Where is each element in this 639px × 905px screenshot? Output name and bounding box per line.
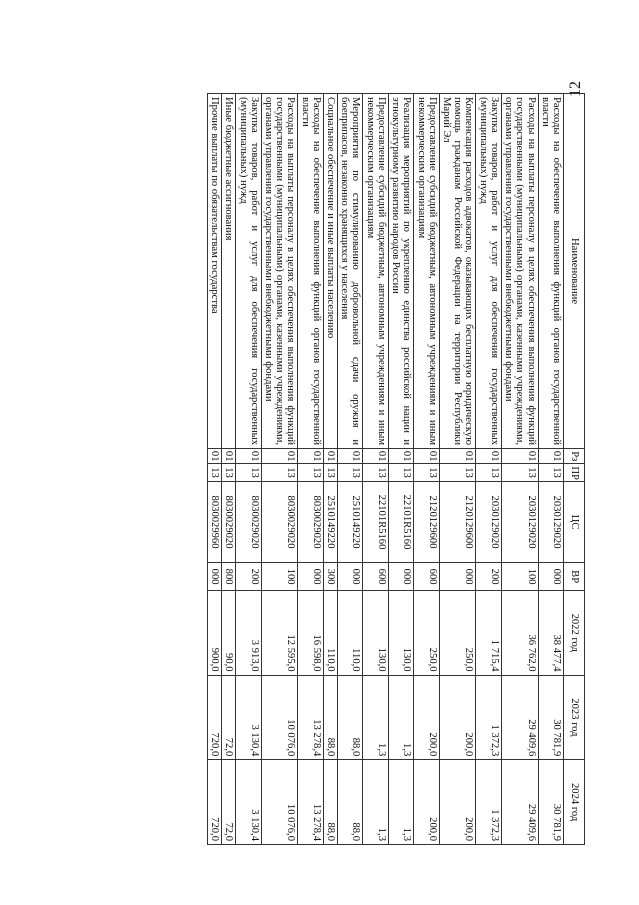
cell-y2022: 130,0 xyxy=(363,590,388,675)
cell-rz: 01 xyxy=(388,449,413,464)
cell-cs: 2510149220 xyxy=(323,481,337,563)
table-row xyxy=(439,94,476,845)
cell-y2023: 720,0 xyxy=(207,675,221,760)
cell-y2024: 29 409,6 xyxy=(501,760,538,845)
table-row xyxy=(414,94,439,845)
cell-name: Мероприятия по стимулированию добровольной сдачи оружия и боеприпасов, незаконно хранящихся у населения xyxy=(338,94,363,449)
header-name: Наименование xyxy=(564,94,585,449)
cell-y2022: 36 762,0 xyxy=(501,590,538,675)
header-2022: 2022 год xyxy=(564,590,585,675)
cell-rz: 01 xyxy=(298,449,323,464)
cell-pr: 13 xyxy=(388,464,413,481)
cell-y2024: 13 278,4 xyxy=(298,760,323,845)
cell-name: Закупка товаров, работ и услуг для обеспечения государственных (муниципальных) нужд xyxy=(236,94,261,449)
cell-y2023: 1,3 xyxy=(388,675,413,760)
cell-y2023: 88,0 xyxy=(323,675,337,760)
cell-name: Расходы на обеспечение выполнения функций органов государственной власти xyxy=(538,94,563,449)
cell-name: Расходы на обеспечение выполнения функций органов государственной власти xyxy=(298,94,323,449)
cell-cs: 8030029020 xyxy=(236,481,261,563)
cell-cs: 8030029020 xyxy=(222,481,236,563)
cell-y2023: 1 372,3 xyxy=(476,675,501,760)
cell-y2022: 3 913,0 xyxy=(236,590,261,675)
cell-y2024: 1,3 xyxy=(388,760,413,845)
cell-y2024: 200,0 xyxy=(414,760,439,845)
cell-y2024: 30 781,9 xyxy=(538,760,563,845)
cell-rz: 01 xyxy=(538,449,563,464)
table-row xyxy=(363,94,388,845)
table-row xyxy=(298,94,323,845)
cell-y2023: 30 781,9 xyxy=(538,675,563,760)
cell-name: Иные бюджетные ассигнования xyxy=(222,94,236,449)
cell-y2022: 90,0 xyxy=(222,590,236,675)
cell-rz: 01 xyxy=(439,449,476,464)
cell-cs: 2030129020 xyxy=(476,481,501,563)
cell-vr: 000 xyxy=(538,563,563,591)
cell-vr: 000 xyxy=(439,563,476,591)
cell-name: Расходы на выплаты персоналу в целях обеспечения выполнения функций государственными (муниципальными) органами, казенными учреждениями, органами управления государственными внебюджетными фондами xyxy=(501,94,538,449)
cell-y2023: 13 278,4 xyxy=(298,675,323,760)
cell-pr: 13 xyxy=(261,464,298,481)
cell-y2022: 900,0 xyxy=(207,590,221,675)
table-row xyxy=(476,94,501,845)
table-row xyxy=(222,94,236,845)
cell-cs: 22101R5160 xyxy=(388,481,413,563)
cell-vr: 200 xyxy=(236,563,261,591)
cell-cs: 8030029020 xyxy=(261,481,298,563)
cell-cs: 22101R5160 xyxy=(363,481,388,563)
cell-y2024: 1,3 xyxy=(363,760,388,845)
table-row xyxy=(501,94,538,845)
cell-vr: 800 xyxy=(222,563,236,591)
cell-y2022: 1 715,4 xyxy=(476,590,501,675)
cell-name: Предоставление субсидий бюджетным, автономным учреждениям и иным некоммерческим организациям xyxy=(414,94,439,449)
cell-vr: 000 xyxy=(338,563,363,591)
cell-pr: 13 xyxy=(338,464,363,481)
cell-name: Социальное обеспечение и иные выплаты населению xyxy=(323,94,337,449)
cell-vr: 600 xyxy=(414,563,439,591)
cell-pr: 13 xyxy=(476,464,501,481)
cell-y2023: 72,0 xyxy=(222,675,236,760)
table-row xyxy=(388,94,413,845)
cell-cs: 2030129020 xyxy=(501,481,538,563)
cell-name: Расходы на выплаты персоналу в целях обеспечения выполнения функций государственными (муниципальными) органами, казенными учреждениями, органами управления государственными внебюджетными фондами xyxy=(261,94,298,449)
cell-y2024: 88,0 xyxy=(323,760,337,845)
cell-y2022: 130,0 xyxy=(388,590,413,675)
cell-vr: 000 xyxy=(298,563,323,591)
cell-y2022: 110,0 xyxy=(338,590,363,675)
cell-pr: 13 xyxy=(363,464,388,481)
cell-y2024: 1 372,3 xyxy=(476,760,501,845)
cell-y2024: 72,0 xyxy=(222,760,236,845)
cell-rz: 01 xyxy=(501,449,538,464)
cell-rz: 01 xyxy=(414,449,439,464)
cell-name: Предоставление субсидий бюджетным, автономным учреждениям и иным некоммерческим организациям xyxy=(363,94,388,449)
cell-rz: 01 xyxy=(338,449,363,464)
cell-rz: 01 xyxy=(207,449,221,464)
cell-y2022: 250,0 xyxy=(414,590,439,675)
cell-y2023: 200,0 xyxy=(439,675,476,760)
cell-rz: 01 xyxy=(363,449,388,464)
cell-vr: 200 xyxy=(476,563,501,591)
budget-table-wrapper xyxy=(135,93,585,845)
cell-cs: 8030029020 xyxy=(298,481,323,563)
cell-cs: 2510149220 xyxy=(338,481,363,563)
table-row xyxy=(323,94,337,845)
cell-y2023: 29 409,6 xyxy=(501,675,538,760)
header-2024: 2024 год xyxy=(564,760,585,845)
table-row xyxy=(261,94,298,845)
header-vr: ВР xyxy=(564,563,585,591)
cell-y2023: 3 130,4 xyxy=(236,675,261,760)
cell-name: Реализация мероприятий по укреплению единства российской нации и этнокультурному развитию народов России xyxy=(388,94,413,449)
cell-vr: 100 xyxy=(501,563,538,591)
cell-y2024: 3 130,4 xyxy=(236,760,261,845)
page-number-text: 12 xyxy=(567,81,584,97)
table-row xyxy=(236,94,261,845)
cell-y2022: 16 598,0 xyxy=(298,590,323,675)
cell-y2024: 720,0 xyxy=(207,760,221,845)
table-row xyxy=(338,94,363,845)
cell-cs: 8030029960 xyxy=(207,481,221,563)
cell-pr: 13 xyxy=(222,464,236,481)
cell-rz: 01 xyxy=(236,449,261,464)
cell-pr: 13 xyxy=(323,464,337,481)
cell-y2024: 10 076,0 xyxy=(261,760,298,845)
cell-pr: 13 xyxy=(538,464,563,481)
cell-y2022: 12 595,0 xyxy=(261,590,298,675)
cell-vr: 000 xyxy=(388,563,413,591)
budget-table xyxy=(207,93,585,845)
cell-vr: 300 xyxy=(323,563,337,591)
cell-pr: 13 xyxy=(207,464,221,481)
cell-name: Прочие выплаты по обязательствам государства xyxy=(207,94,221,449)
cell-y2023: 10 076,0 xyxy=(261,675,298,760)
header-cs: ЦС xyxy=(564,481,585,563)
header-pr: ПР xyxy=(564,464,585,481)
cell-pr: 13 xyxy=(501,464,538,481)
cell-y2023: 88,0 xyxy=(338,675,363,760)
table-row xyxy=(207,94,221,845)
cell-y2022: 250,0 xyxy=(439,590,476,675)
cell-rz: 01 xyxy=(261,449,298,464)
cell-y2024: 200,0 xyxy=(439,760,476,845)
cell-pr: 13 xyxy=(439,464,476,481)
cell-y2023: 1,3 xyxy=(363,675,388,760)
header-rz: Рз xyxy=(564,449,585,464)
cell-y2024: 88,0 xyxy=(338,760,363,845)
cell-pr: 13 xyxy=(236,464,261,481)
cell-vr: 600 xyxy=(363,563,388,591)
cell-name: Закупка товаров, работ и услуг для обеспечения государственных (муниципальных) нужд xyxy=(476,94,501,449)
cell-cs: 2030129020 xyxy=(538,481,563,563)
header-2023: 2023 год xyxy=(564,675,585,760)
cell-cs: 2120129600 xyxy=(414,481,439,563)
cell-y2022: 110,0 xyxy=(323,590,337,675)
cell-vr: 100 xyxy=(261,563,298,591)
cell-pr: 13 xyxy=(414,464,439,481)
table-row xyxy=(538,94,563,845)
cell-name: Компенсация расходов адвокатов, оказывающих бесплатную юридическую помощь гражданам Российской Федерации на территории Республики Марий Эл xyxy=(439,94,476,449)
cell-y2023: 200,0 xyxy=(414,675,439,760)
table-header-row xyxy=(564,94,585,845)
cell-rz: 01 xyxy=(476,449,501,464)
cell-pr: 13 xyxy=(298,464,323,481)
cell-rz: 01 xyxy=(222,449,236,464)
cell-y2022: 38 477,4 xyxy=(538,590,563,675)
cell-rz: 01 xyxy=(323,449,337,464)
cell-vr: 000 xyxy=(207,563,221,591)
cell-cs: 2120129600 xyxy=(439,481,476,563)
